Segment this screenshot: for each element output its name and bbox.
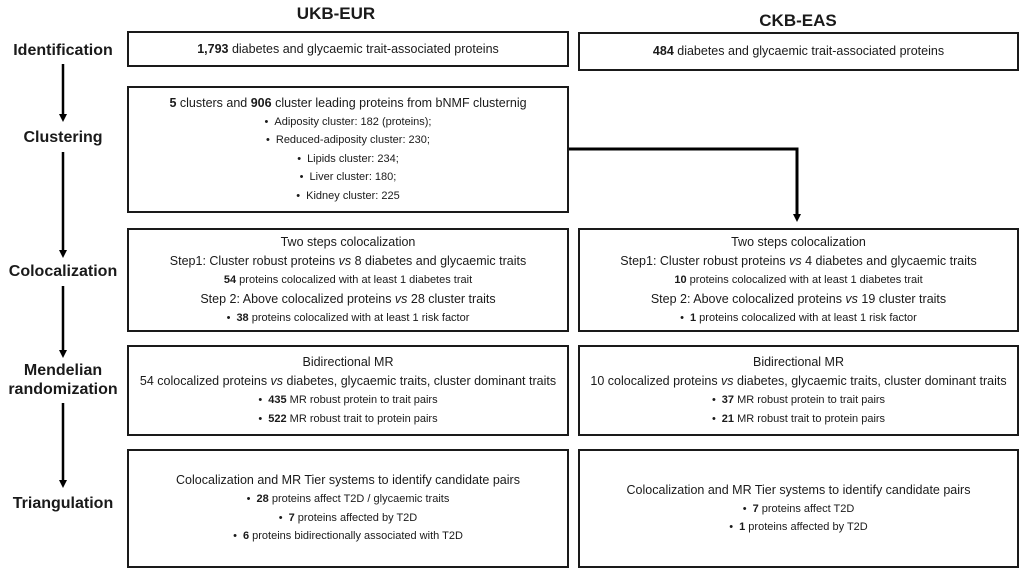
cluster-item-adiposity: Adiposity cluster: 182 (proteins); [274,115,432,128]
vs-text: vs [845,291,858,306]
result-count: 10 [674,274,687,286]
result-count: 28 [256,493,269,506]
ckb-coloc-step1 [620,252,976,271]
ukb-identification-label: diabetes and glycaemic trait-associated proteins [228,41,499,56]
result-text: proteins affect T2D [758,502,855,515]
step2-traits: 28 cluster traits [407,291,496,306]
bullet: • [233,530,237,543]
bullet: • [742,502,747,515]
ckb-mr-result1 [712,391,885,410]
bullet: • [246,493,251,506]
result-text: proteins affected by T2D [294,511,418,524]
result-count: 21 [721,412,735,425]
stage-clustering: Clustering [23,129,103,146]
ukb-mr-title: Bidirectional MR [302,355,394,369]
list-item [266,131,430,150]
step2-text: Step 2: Above colocalized proteins [200,291,395,306]
result-text: proteins bidirectionally associated with T2D [249,530,463,543]
ckb-identification-box [578,32,1019,71]
stage-triangulation: Triangulation [12,495,114,512]
bullet: • [680,311,684,324]
result-text: proteins affect T2D / glycaemic traits [268,493,450,506]
bullet: • [711,412,716,425]
cluster-item-kidney: Kidney cluster: 225 [306,189,400,202]
ukb-tri-result2 [279,509,417,528]
ckb-identification-label: diabetes and glycaemic trait-associated proteins [673,44,945,58]
ukb-tri-result1 [247,490,450,509]
bullet: • [729,521,734,533]
vs-text: vs [394,291,408,306]
result-count: 1 [739,521,746,533]
mr-line-b: diabetes, glycaemic traits, cluster dominant traits [733,374,1007,388]
stage-identification: Identification [13,42,113,59]
ckb-mr-line [590,372,1006,391]
ukb-coloc-step1 [170,252,526,271]
result-text: MR robust trait to protein pairs [734,412,886,425]
step1-traits: 4 diabetes and glycaemic traits [801,254,977,268]
ukb-triangulation-box [127,449,569,568]
result-text: MR robust trait to protein pairs [286,412,438,425]
vs-text: vs [789,254,802,268]
result-text: MR robust protein to trait pairs [286,394,438,406]
ckb-coloc-title: Two steps colocalization [731,235,866,249]
ckb-triangulation-box [578,449,1019,568]
result-text: MR robust protein to trait pairs [734,394,886,406]
stage-colocalization: Colocalization [8,263,118,280]
result-count: 6 [242,530,250,543]
step1-text: Step1: Cluster robust proteins [169,254,339,268]
ckb-protein-count: 484 [652,44,674,58]
ukb-identification-text [197,40,499,59]
ckb-mr-result2 [712,410,885,429]
ckb-coloc-result2 [680,309,917,328]
step2-text: Step 2: Above colocalized proteins [650,291,846,306]
bullet: • [297,152,302,165]
result-count: 1 [690,311,697,324]
ukb-mr-result1 [258,391,437,410]
stage-mendelian-line2: randomization [8,381,118,398]
ckb-mr-box [578,345,1019,436]
column-title-ckb-eas: CKB-EAS [759,11,837,30]
bullet: • [226,311,231,324]
ckb-identification-text [653,42,944,61]
vs-text: vs [721,374,734,388]
vs-text: vs [338,254,352,268]
result-text: proteins colocalized with at least 1 diabetes trait [686,274,923,286]
ukb-mr-box [127,345,569,436]
result-text: proteins colocalized with at least 1 risk factor [248,311,470,324]
mr-line-b: diabetes, glycaemic traits, cluster dominant traits [283,374,557,388]
cluster-item-lipids: Lipids cluster: 234; [307,152,399,165]
ukb-coloc-step2 [200,290,495,309]
mr-line-a: 10 colocalized proteins [590,374,722,388]
list-item [300,168,397,187]
step2-traits: 19 cluster traits [857,291,947,306]
ckb-tri-title: Colocalization and MR Tier systems to identify candidate pairs [626,482,971,497]
result-text: proteins affected by T2D [745,521,868,533]
list-item [296,187,399,206]
ukb-tri-result3 [233,527,463,546]
step1-text: Step1: Cluster robust proteins [620,254,790,268]
ckb-tri-result1 [743,500,855,519]
ukb-protein-count: 1,793 [197,41,229,56]
bullet: • [258,394,263,406]
vs-text: vs [270,374,284,388]
leading-protein-count: 906 [250,95,272,110]
step1-traits: 8 diabetes and glycaemic traits [351,254,527,268]
bullet: • [258,412,263,425]
mr-line-a: 54 colocalized proteins [139,374,271,388]
connector-clustering-to-ckb [569,149,797,218]
ukb-coloc-result1 [224,271,472,290]
result-count: 7 [288,511,295,524]
bullet: • [711,394,716,406]
bullet: • [299,171,304,184]
ukb-mr-line [140,372,556,391]
cluster-item-liver: Liver cluster: 180; [309,171,397,184]
ukb-mr-result2 [258,410,437,429]
ukb-clustering-header [169,94,526,113]
ckb-coloc-step2 [651,290,946,309]
stage-mendelian-line1: Mendelian [23,362,103,379]
clustering-header-mid: clusters and [176,95,251,110]
ckb-tri-result2 [729,518,867,537]
cluster-item-reduced-adiposity: Reduced-adiposity cluster: 230; [275,134,430,147]
ukb-tri-title: Colocalization and MR Tier systems to identify candidate pairs [176,473,520,488]
list-item [265,113,432,132]
ukb-coloc-title: Two steps colocalization [280,235,416,249]
cluster-count: 5 [169,95,177,110]
result-count: 435 [268,394,287,406]
list-item [297,150,399,169]
bullet: • [264,115,269,128]
bullet: • [278,511,283,524]
result-text: proteins colocalized with at least 1 diabetes trait [236,274,473,286]
bullet: • [266,134,270,147]
result-count: 37 [721,394,735,406]
ckb-colocalization-box [578,228,1019,332]
clustering-header-tail: cluster leading proteins from bNMF clusternig [271,95,527,110]
result-count: 522 [268,412,287,425]
bullet: • [296,189,301,202]
ukb-clustering-box [127,86,569,213]
ckb-coloc-result1 [674,271,922,290]
result-count: 54 [223,274,237,286]
ckb-mr-title: Bidirectional MR [752,355,844,369]
ukb-colocalization-box [127,228,569,332]
result-count: 38 [236,311,249,324]
result-text: proteins colocalized with at least 1 risk factor [696,311,917,324]
column-title-ukb-eur: UKB-EUR [296,4,376,23]
result-count: 7 [752,502,759,515]
ukb-coloc-result2 [227,309,470,328]
ukb-identification-box [127,31,569,67]
